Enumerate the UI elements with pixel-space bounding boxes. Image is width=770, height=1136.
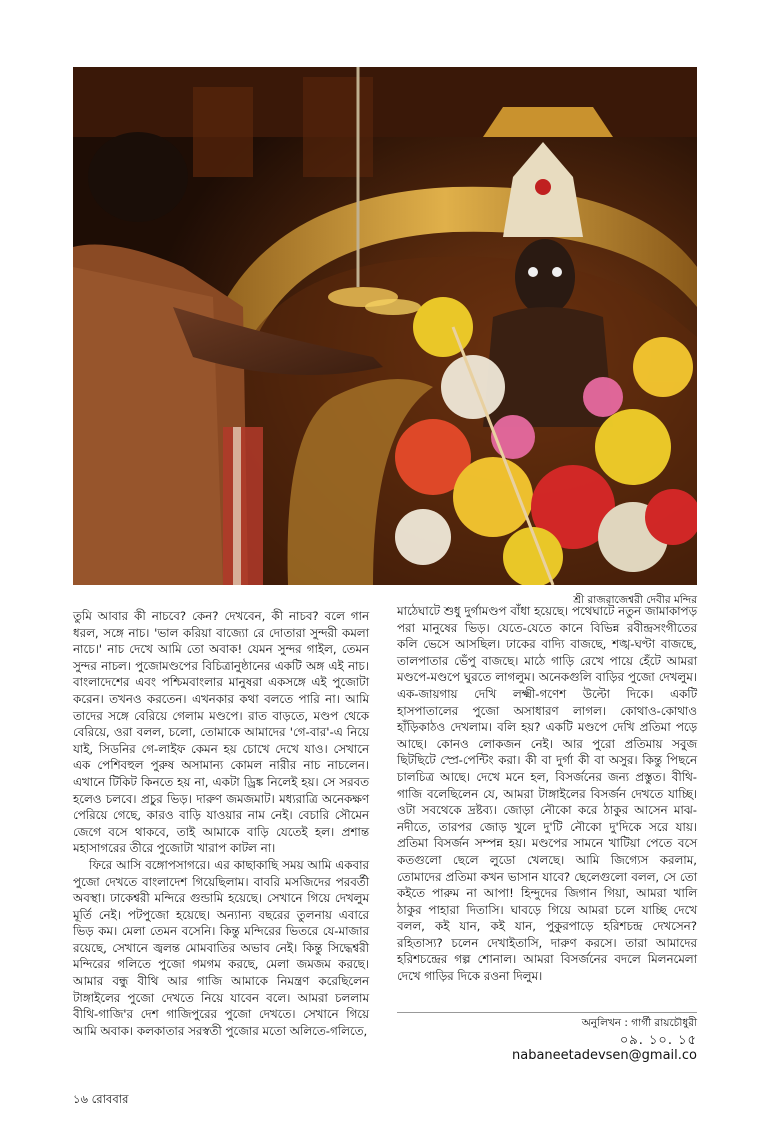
photo-caption: শ্রী রাজরাজেশ্বরী দেবীর মন্দির	[573, 594, 697, 606]
page-footer	[73, 1091, 128, 1110]
article-paragraph: মাঠেঘাটে শুধু দুর্গামণ্ডপ বাঁধা হয়েছে। পথেঘাটে নতুন জামাকাপড় পরা মানুষের ভিড়। যেতে-যেতে কানে বিভিন্ন রবীন্দ্রসংগীতের কলি ভেসে আসছিল। ঢাকের বাদ্যি বাজছে, শঙ্খ-ঘণ্টা বাজছে, তালপাতার ভেঁপু বাজছে। মাঠে গাড়ি রেখে পায়ে হেঁটে আমরা মণ্ডপে-মণ্ডপে ঘুরতে লাগলুম। অনেকগুলি বাড়ির পুজো দেখলুম। এক-জায়গায় দেখি লক্ষ্মী-গণেশ উল্টো দিকে। একটি হাসপাতালের পুজো অসাধারণ লাগল। কোথাও-কোথাও হাঁড়িকাঠও দেখলাম। বলি হয়? একটি মণ্ডপে দেখি প্রতিমা পড়ে আছে। কোনও লোকজন নেই। আর পুরো প্রতিমায় সবুজ ছিটছিটে স্প্রে-পেন্টিং করা। কী বা দুর্গা কী বা অসুর। কিন্তু পিছনে চালচিত্র আছে। দেখে মনে হল, বিসর্জনের জন্য প্রস্তুত। বীথি-গাজি বলেছিলেন যে, আমরা টাঙ্গাইলের বিসর্জন দেখতে যাচ্ছি। ওটা সবথেকে দ্রষ্টব্য। জোড়া নৌকো করে ঠাকুর আসেন মাঝ-নদীতে, তারপর জোড় খুলে দু'টি নৌকো দু'দিকে সরে যায়। প্রতিমা বিসর্জন সম্পন্ন হয়। মণ্ডপের সামনে খাটিয়া পেতে বসে কতগুলো ছেলে লুডো খেলছে। আমি জিগ্যেস করলাম, তোমাদের প্রতিমা কখন ভাসান যাবে? ছেলেগুলো বলল, সে তো কইতে পারুম না আপা! হিন্দুদের জিগান গিয়া, আমরা খালি ঠাকুর পাহারা দিতাসি। ঘাবড়ে গিয়ে আমরা চলে যাচ্ছি দেখে বলল, কই যান, কই যান, পুকুরপাড়ে হরিশচন্দ্র দেখসেন? রহিতাস্য? চলেন দেখাইতাসি, দারুণ করসে। তারা আমাদের হরিশচন্দ্রের গল্প শোনাল। আমরা বিসর্জনের বদলে মিলনমেলা দেখে গাড়ির দিকে রওনা দিলুম।	[397, 604, 697, 984]
credit-divider	[397, 1012, 697, 1013]
page-number: ১৬	[73, 1092, 88, 1106]
article-column-left	[73, 608, 369, 1039]
author-email: nabaneetadevsen@gmail.co	[511, 1048, 697, 1063]
article-paragraph: তুমি আবার কী নাচবে? কেন? দেখবেন, কী নাচব? বলে গান ধরল, সঙ্গে নাচ। 'ভাল করিয়া বাজ্যো রে দোতারা সুন্দরী কমলা নাচে।' নাচ দেখে আমি তো অবাক! যেমন সুন্দর গাইল, তেমন সুন্দর নাচল। পুজোমণ্ডপের বিচিত্রানুষ্ঠানের একটি অঙ্গ এই নাচ। বাংলাদেশের এবং পশ্চিমবাংলার মানুষরা একসঙ্গে এই পুজোটা করেন। তখনও করতেন। এখনকার কথা বলতে পারি না। আমি তাদের সঙ্গে বেরিয়ে গেলাম মণ্ডপে। রাত বাড়তে, মণ্ডপ থেকে বেরিয়ে, ওরা বলল, চলো, তোমাকে আমাদের 'গে-বার'-এ নিয়ে যাই, সিডনির গে-লাইফ কেমন হয় চোখে দেখে যাও। সেখানে এক পেশিবহুল পুরুষ অসামান্য কোমল নারীর নাচ নাচলেন। এখানে টিকিট কিনতে হয় না, একটা ড্রিঙ্ক নিলেই হয়। সে সরবত হলেও চলবে। প্রচুর ভিড়। দারুণ জমজমাট। মধ্যরাত্রি অনেকক্ষণ পেরিয়ে গেছে, কারও বাড়ি যাওয়ার নাম নেই। বেচারি সৌমেন জেগে বসে থাকবে, তাই আমাকে বাড়ি যেতেই হল। প্রশান্ত মহাসাগরের তীরে পুজোটা খারাপ কাটল না।	[73, 609, 369, 856]
article-date: ০৯. ১০. ১৫	[619, 1033, 697, 1048]
section-name: রোববার	[91, 1092, 129, 1106]
temple-photo-icon	[73, 67, 697, 585]
temple-photo	[73, 67, 697, 585]
transcription-credit: অনুলিখন : গার্গী রায়চৌধুরী	[581, 1017, 697, 1029]
article-paragraph: ফিরে আসি বঙ্গোপসাগরে। এর কাছাকাছি সময় আমি একবার পুজো দেখতে বাংলাদেশ গিয়েছিলাম। বাবরি মসজিদের পরবর্তী অবস্থা। ঢাকেশ্বরী মন্দিরে গুন্ডামি হয়েছে। সেখানে গিয়ে দেখলুম মূর্তি নেই। পটপুজো হয়েছে। অন্যান্য বছরের তুলনায় এবারে ভিড় কম। মেলা তেমন বসেনি। কিন্তু মন্দিরের ভিতরে যে-মাজার রয়েছে, সেখানে জ্বলন্ত মোমবাতির অভাব নেই। কিন্তু সিদ্ধেশ্বরী মন্দিরের গলিতে পুজো গমগম করছে, মেলা জমজম করছে। আমার বন্ধু বীথি আর গাজি আমাকে নিমন্ত্রণ করেছিলেন টাঙ্গাইলের পুজো দেখতে নিয়ে যাবেন বলে। আমরা চললাম বীথি-গাজি'র দেশ গাজিপুরের পুজো দেখতে। সেখানে গিয়ে আমি অবাক। কলকাতার সরস্বতী পুজোর মতো অলিতে-গলিতে,	[73, 857, 369, 1038]
article-column-right	[397, 603, 697, 985]
